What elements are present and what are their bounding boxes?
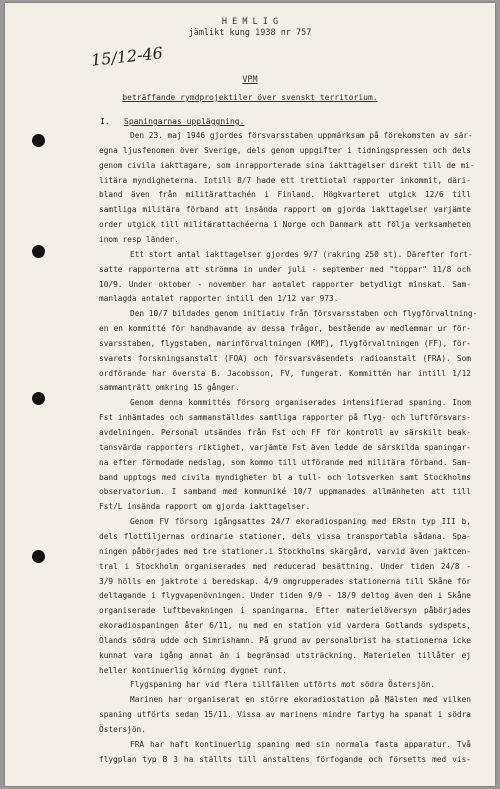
text-line: avdelningen. Personal utsändes från Fst och FF för kontroll av särskilt beak-: [99, 428, 471, 437]
section-number: I.: [100, 117, 110, 126]
document-page: [5, 3, 495, 786]
text-line: svarets forskningsanstalt (FOA) och försvarsväsendets radioanstalt (FRA). Som: [99, 353, 471, 363]
text-line: na efter förmodade nedslag, som kommo till utförande med militära förband. Sam-: [99, 457, 471, 467]
text-line: inom resp länder.: [99, 234, 179, 244]
text-line: egna ljusfenomen över Sverige, dels genom uppgifter i tidningspressen och dels: [99, 145, 471, 155]
text-line: genom civila iakttagare, som inrapporterade sina iakttagelser direkt till de mi-: [99, 160, 475, 170]
text-line: dels flottiljernas ordinarie stationer, dels vissa transportabla sådana. Spa-: [99, 531, 471, 541]
text-line: sammanträtt omkring 15 gånger.: [99, 383, 240, 393]
section-title: Spaningarnas uppläggning.: [124, 117, 245, 126]
subject-line: beträffande rymdprojektiler över svenskt territorium.: [122, 93, 378, 102]
text-line: Ölands södra udde och Simrishamn. På grund av personalbrist ha stationerna icke: [99, 635, 471, 645]
text-line: ekoradiospaningen åter 6/11, nu med en station vid vardera Gotlands sydspets,: [99, 621, 471, 631]
text-line: ningen påbörjades med tre stationer.i Stockholms skärgård, varvid även jaktcen-: [99, 546, 471, 556]
text-line: spaning utförts sedan 15/11. Vissa av marinens mindre fartyg ha spanat i södra: [99, 710, 471, 720]
text-line: Den 10/7 bildades genom initiativ från försvarsstaben och flygförvaltning-: [130, 309, 478, 319]
text-line: observatorium. I samband med kommuniké 10/7 uppmanades allmänheten att till: [99, 487, 471, 497]
section-heading: [100, 117, 245, 126]
handwritten-date: 15/12-46: [90, 43, 164, 70]
punch-hole: [32, 134, 45, 147]
text-line: litära myndigheterna. Intill 8/7 hade ett trettiotal rapporter inkommit, däri-: [99, 175, 471, 185]
text-line: tral i Stockholm organiserades med reducerad besättning. Under tiden 24/8 -: [99, 561, 471, 571]
text-line: Genom FV försorg igångsattes 24/7 ekoradiospaning med ERstn typ III b,: [130, 517, 471, 527]
text-line: tansvärda rapporters riktighet, varjämte Fst även ledde de särskilda spaningar-: [99, 442, 471, 452]
text-line: Genom denna kommittés försorg organiserades intensifierad spaning. Inom: [130, 398, 471, 408]
text-line: manlagda antalet rapporter intill den 1/12 var 973.: [99, 294, 339, 304]
authority-reference: jämlikt kung 1938 nr 757: [188, 28, 312, 38]
text-line: kunnat vara igång annat än i begränsad utsträckning. Materielen tillåter ej: [99, 650, 471, 660]
punch-hole: [32, 392, 45, 405]
text-line: Östersjön.: [99, 725, 146, 734]
text-line: order utgick till militärattachéerna i Norge och Danmark att följa verksamheten: [99, 220, 471, 230]
text-line: Ett stort antal iakttagelser gjordes 9/7 (rakring 250 st). Därefter fort-: [130, 249, 473, 259]
text-line: ordförande har översta B. Jacobsson, FV, fungerat. Kommittén har intill 1/12: [99, 368, 471, 378]
text-line: en en kommitté för handhavande av dessa frågor, bestående av medlemmar ur för-: [99, 324, 471, 334]
text-line: Fst inhämtades och sammanställdes samtliga rapporter på flyg- och luftförsvars-: [99, 413, 471, 423]
text-line: Den 23. maj 1946 gjordes försvarsstaben uppmärksam på förekomsten av sär-: [130, 131, 473, 140]
text-line: FRA har haft kontinuerlig spaning med sin normala fasta apparatur. Två: [130, 739, 471, 749]
text-line: deltagande i flygvapenövningen. Under tiden 9/9 - 18/9 deltog även den i Skåne: [99, 591, 471, 601]
text-line: bland även från militärattachén i Finland. Högkvarteret utgick 12/6 till: [99, 190, 471, 200]
text-line: heller kontinuerlig körning dygnet runt.: [99, 665, 287, 675]
text-line: organiserade luftbevakningen i spaningarna. Efter materielöversyn påbörjades: [99, 606, 471, 616]
short-title: VPM: [242, 75, 258, 85]
classification-mark: H E M L I G: [221, 17, 279, 27]
text-line: satte rapporterna att strömma in under juli - september med "toppar" 11/8 och: [99, 264, 471, 274]
text-line: 10/9. Under oktober - november har antalet rapporter betydligt minskat. Sam-: [99, 279, 471, 289]
text-line: Fst/L insända rapport om gjorda iakttagelser.: [99, 502, 311, 512]
text-line: Marinen har organiserat en större ekoradiostation på Mälsten med vilken: [130, 695, 471, 705]
text-line: Flygspaning har vid flera tillfällen utförts mot södra Östersjön.: [130, 680, 436, 690]
text-line: 3/9 hölls en jaktrote i beredskap. 4/9 omgrupperades stationerna till Skåne för: [99, 576, 471, 586]
text-line: samtliga militära förband att insända rapport om gjorda iakttagelser varjämte: [99, 205, 471, 215]
punch-hole: [32, 550, 45, 563]
text-line: flygplan typ B 3 ha ställts till anstaltens förfogande och försetts med vis-: [99, 754, 471, 764]
text-line: band upptogs med civila myndigheter bl a tull- och lotsverken samt Stockholms: [99, 472, 471, 482]
text-line: svarsstaben, flygstaben, marinförvaltningen (KMF), flygförvaltningen (FF), för-: [99, 338, 471, 348]
punch-hole: [32, 245, 45, 258]
